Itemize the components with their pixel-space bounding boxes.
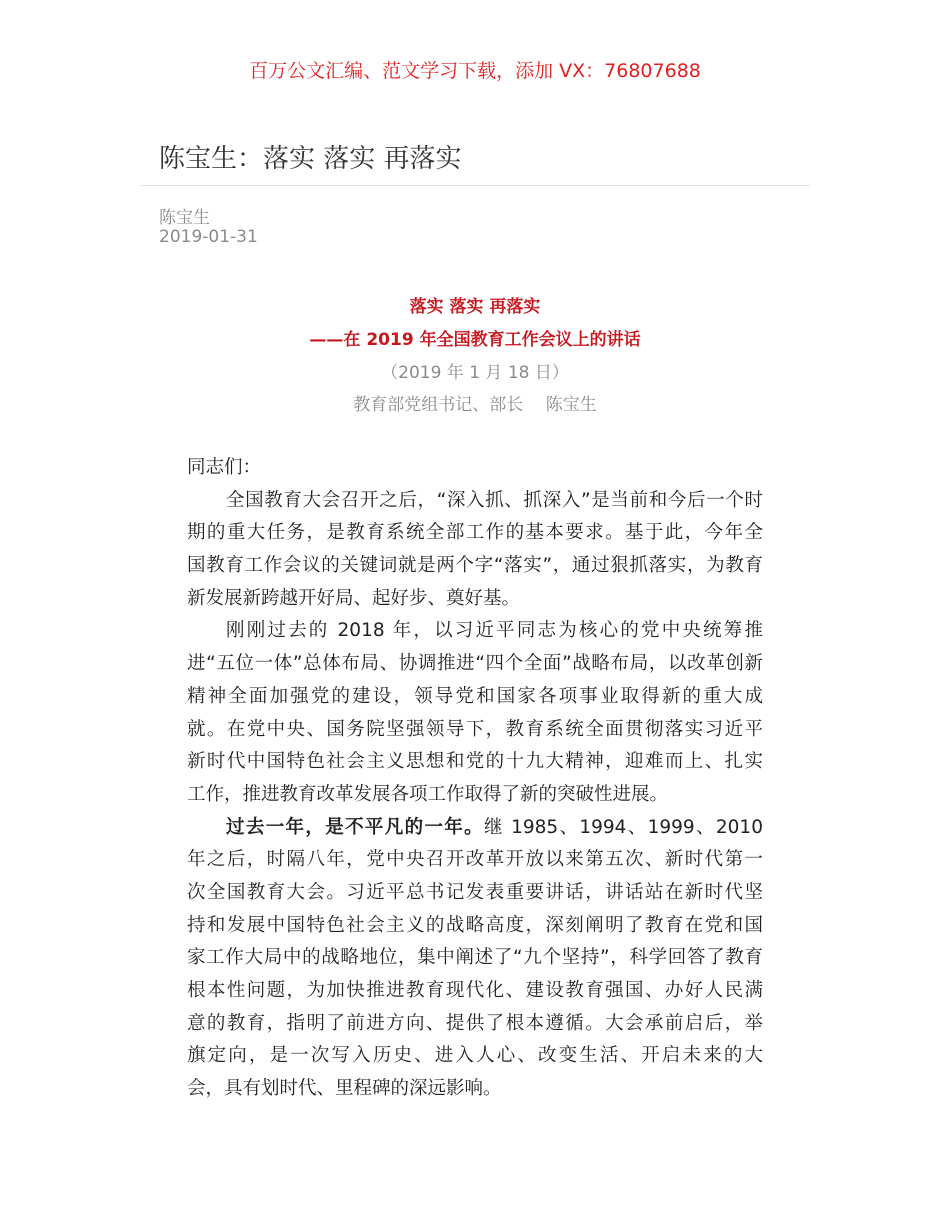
speech-heading: 落实 落实 再落实 [409, 297, 541, 317]
article-title: 陈宝生：落实 落实 再落实 [159, 144, 462, 174]
paragraph-line [187, 910, 763, 943]
speech-date: （2019 年 1 月 18 日） [381, 363, 569, 383]
paragraph-line [187, 648, 763, 681]
article-author: 陈宝生 [159, 208, 210, 228]
line-text: 持和发展中国特色社会主义的战略高度，深刻阐明了教育在党和国 [187, 914, 763, 936]
paragraph-line [187, 975, 763, 1008]
line-text: 继 1985、1994、1999、2010 [484, 816, 763, 838]
paragraph-line [187, 779, 763, 812]
line-text: 刚刚过去的 2018 年，以习近平同志为核心的党中央统筹推 [226, 620, 763, 642]
paragraph-line [187, 615, 763, 648]
line-text: 进“五位一体”总体布局、协调推进“四个全面”战略布局，以改革创新 [187, 653, 763, 675]
line-text: 意的教育，指明了前进方向、提供了根本遵循。大会承前启后，举 [187, 1012, 763, 1034]
speech-speaker: 教育部党组书记、部长 陈宝生 [353, 395, 597, 415]
paragraph-line [187, 1040, 763, 1073]
paragraph-line [187, 517, 763, 550]
speech-subheading: ——在 2019 年全国教育工作会议上的讲话 [309, 330, 641, 350]
paragraph-line [187, 485, 763, 518]
paragraph-line [187, 681, 763, 714]
paragraph-line [187, 942, 763, 975]
paragraph-line [187, 714, 763, 747]
paragraph-line [187, 812, 763, 845]
paragraph-line [187, 746, 763, 779]
line-text: 全国教育大会召开之后，“深入抓、抓深入”是当前和今后一个时 [226, 489, 763, 511]
title-divider [140, 185, 810, 186]
line-text: 国教育工作会议的关键词就是两个字“落实”，通过狠抓落实，为教育 [187, 555, 763, 577]
paragraph-line [187, 877, 763, 910]
paragraph-line [187, 550, 763, 583]
line-text: 精神全面加强党的建设，领导党和国家各项事业取得新的重大成 [187, 685, 763, 707]
line-text: 年之后，时隔八年，党中央召开改革开放以来第五次、新时代第一 [187, 849, 763, 871]
paragraph-line [187, 1073, 763, 1106]
line-text: 次全国教育大会。习近平总书记发表重要讲话，讲话站在新时代坚 [187, 881, 763, 903]
line-text: 期的重大任务，是教育系统全部工作的基本要求。基于此，今年全 [187, 522, 763, 544]
line-text: 新发展新跨越开好局、起好步、奠好基。 [187, 587, 521, 609]
line-text: 就。在党中央、国务院坚强领导下，教育系统全面贯彻落实习近平 [187, 718, 763, 740]
line-text: 根本性问题，为加快推进教育现代化、建设教育强国、办好人民满 [187, 980, 763, 1001]
paragraph-line [187, 583, 763, 616]
paragraph-line [187, 1008, 763, 1041]
bold-lead: 过去一年，是不平凡的一年。 [226, 816, 484, 838]
line-text: 家工作大局中的战略地位，集中阐述了“九个坚持”，科学回答了教育 [187, 947, 763, 969]
greeting: 同志们： [187, 457, 262, 478]
article-date: 2019-01-31 [159, 227, 258, 247]
line-text: 工作，推进教育改革发展各项工作取得了新的突破性进展。 [187, 783, 669, 805]
line-text: 会，具有划时代、里程碑的深远影响。 [187, 1078, 502, 1100]
line-text: 新时代中国特色社会主义思想和党的十九大精神，迎难而上、扎实 [187, 751, 763, 773]
line-text: 旗定向，是一次写入历史、进入人心、改变生活、开启未来的大 [187, 1045, 763, 1067]
speech-body [187, 452, 763, 1106]
watermark-banner: 百万公文汇编、范文学习下载，添加 VX：76807688 [249, 60, 701, 82]
paragraph-line [187, 844, 763, 877]
